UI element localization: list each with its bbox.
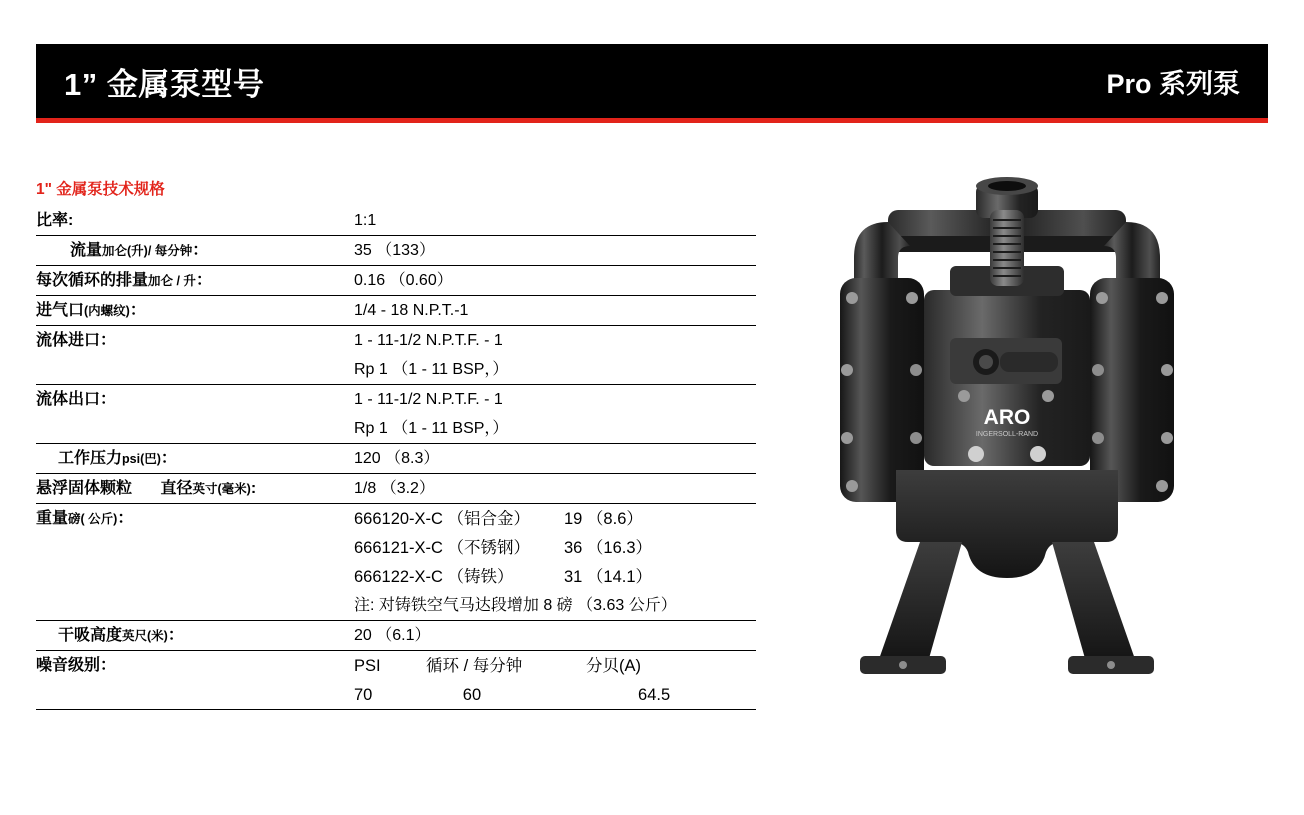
weight-model: 666122-X-C （铸铁）	[354, 568, 514, 586]
table-row	[36, 504, 756, 534]
page-title: 1” 金属泵型号	[64, 66, 265, 102]
table-row	[36, 533, 756, 562]
spec-label-main: 比率	[36, 212, 69, 229]
spec-label-main: 重量	[36, 510, 69, 527]
spec-label-cell-empty	[36, 680, 354, 710]
noise-col-header-db: 分贝(A)	[586, 657, 641, 675]
spec-value-cell: 0.16 （0.60）	[354, 266, 756, 296]
spec-value-cell: 1/8 （3.2）	[354, 474, 756, 504]
spec-label-main: 工作压力	[58, 450, 123, 467]
spec-label-tail: ：	[100, 332, 117, 349]
pump-base-legs	[860, 470, 1154, 674]
spec-label-cell	[36, 206, 354, 236]
spec-label-extra-tail: :	[250, 480, 257, 497]
specifications-section	[36, 180, 756, 710]
pump-illustration	[800, 170, 1220, 730]
spec-label-main: 流量	[70, 242, 103, 259]
spec-label-cell	[36, 504, 354, 534]
weight-value: 19 （8.6）	[564, 510, 643, 528]
weight-note: 注: 对铸铁空气马达段增加 8 磅 （3.63 公斤）	[354, 591, 756, 621]
spec-label-extra-sub: 英寸(毫米)	[192, 482, 251, 496]
table-row	[36, 444, 756, 474]
spec-label-tail: ：	[129, 302, 146, 319]
spec-label-cell-empty	[36, 533, 354, 562]
table-row	[36, 266, 756, 296]
spec-label-sub: 加仑 / 升	[148, 274, 196, 288]
table-row	[36, 621, 756, 651]
spec-label-main: 干吸高度	[58, 627, 123, 644]
brand-logo-subtext: INGERSOLL-RAND	[975, 431, 1039, 438]
noise-value-cycles: 60	[462, 686, 482, 704]
spec-label-main: 流体进口	[36, 332, 101, 349]
spec-label-sub: (内螺纹)	[84, 304, 130, 318]
spec-label-tail: ：	[167, 627, 184, 644]
spec-value-cell: 35 （133）	[354, 236, 756, 266]
spec-heading: 1" 金属泵技术规格	[36, 181, 165, 198]
table-row	[36, 355, 756, 385]
spec-label-cell	[36, 296, 354, 326]
noise-values-cell	[354, 680, 756, 710]
spec-label-tail: ：	[192, 242, 209, 259]
spec-label-main: 进气口	[36, 302, 85, 319]
table-row	[36, 296, 756, 326]
spec-table	[36, 206, 756, 710]
spec-label-tail: ：	[195, 272, 212, 289]
noise-value-psi: 70	[354, 686, 373, 704]
spec-label-sub: 加仑(升)/ 每分钟	[102, 244, 193, 258]
spec-label-cell	[36, 651, 354, 681]
spec-label-extra-main: 直径	[160, 480, 193, 497]
table-row	[36, 206, 756, 236]
weight-value: 31 （14.1）	[564, 568, 653, 586]
table-row	[36, 474, 756, 504]
header-accent-rule	[36, 118, 1268, 123]
spec-value-cell: 120 （8.3）	[354, 444, 756, 474]
spec-label-cell	[36, 385, 354, 415]
spec-label-cell	[36, 266, 354, 296]
spec-label-cell	[36, 444, 354, 474]
pump-product-image	[800, 170, 1220, 730]
spec-label-main: 流体出口	[36, 391, 101, 408]
noise-col-header-psi: PSI	[354, 657, 381, 675]
spec-label-cell-empty	[36, 562, 354, 591]
table-row	[36, 385, 756, 415]
spec-label-main: 噪音级别	[36, 657, 101, 674]
weight-value: 36 （16.3）	[564, 539, 653, 557]
spec-label-cell-empty	[36, 591, 354, 621]
noise-col-header-cycles: 循环 / 每分钟	[426, 657, 523, 675]
spec-label-tail: ：	[100, 391, 117, 408]
spec-label-sub: 英尺(米)	[122, 629, 168, 643]
spec-label-cell	[36, 474, 354, 504]
spec-label-tail: ：	[160, 450, 177, 467]
table-row	[36, 326, 756, 356]
spec-label-cell	[36, 621, 354, 651]
table-row	[36, 236, 756, 266]
brand-logo-text: ARO	[983, 406, 1031, 429]
spec-value-cell	[354, 533, 756, 562]
pump-left-chamber	[840, 278, 924, 502]
spec-label-main: 每次循环的排量	[36, 272, 149, 289]
spec-value-cell	[354, 562, 756, 591]
spec-value-cell: 20 （6.1）	[354, 621, 756, 651]
weight-model: 666120-X-C （铝合金）	[354, 510, 531, 528]
page-header-bar	[36, 44, 1268, 118]
spec-value-cell: 1 - 11-1/2 N.P.T.F. - 1	[354, 332, 503, 349]
table-row	[36, 591, 756, 621]
spec-label-tail: :	[68, 212, 74, 229]
spec-label-cell-empty	[36, 355, 354, 385]
spec-label-cell-empty	[36, 414, 354, 444]
spec-value-cell: 1 - 11-1/2 N.P.T.F. - 1	[354, 391, 503, 408]
spec-label-sub: 磅( 公斤)	[68, 512, 118, 526]
spec-value-cell	[354, 504, 756, 534]
table-row	[36, 680, 756, 710]
spec-label-tail: ：	[100, 657, 117, 674]
table-row	[36, 562, 756, 591]
weight-model: 666121-X-C （不锈钢）	[354, 539, 531, 557]
header-series-label: Pro 系列泵	[1106, 68, 1240, 99]
spec-label-sub: psi(巴)	[122, 452, 161, 466]
pump-right-chamber	[1090, 278, 1174, 502]
spec-label-cell	[36, 326, 354, 356]
spec-value-cell: 1/4 - 18 N.P.T.-1	[354, 296, 756, 326]
noise-value-db: 64.5	[638, 686, 671, 704]
spec-label-main: 悬浮固体颗粒	[36, 480, 133, 497]
spec-value-cell: Rp 1 （1 - 11 BSP，）	[354, 355, 756, 385]
table-row	[36, 414, 756, 444]
table-row	[36, 651, 756, 681]
spec-label-tail: ：	[117, 510, 134, 527]
noise-header-cell	[354, 651, 756, 681]
spec-label-cell	[36, 236, 354, 266]
spec-value-cell: 1:1	[354, 206, 756, 236]
spec-value-cell: Rp 1 （1 - 11 BSP，）	[354, 414, 756, 444]
